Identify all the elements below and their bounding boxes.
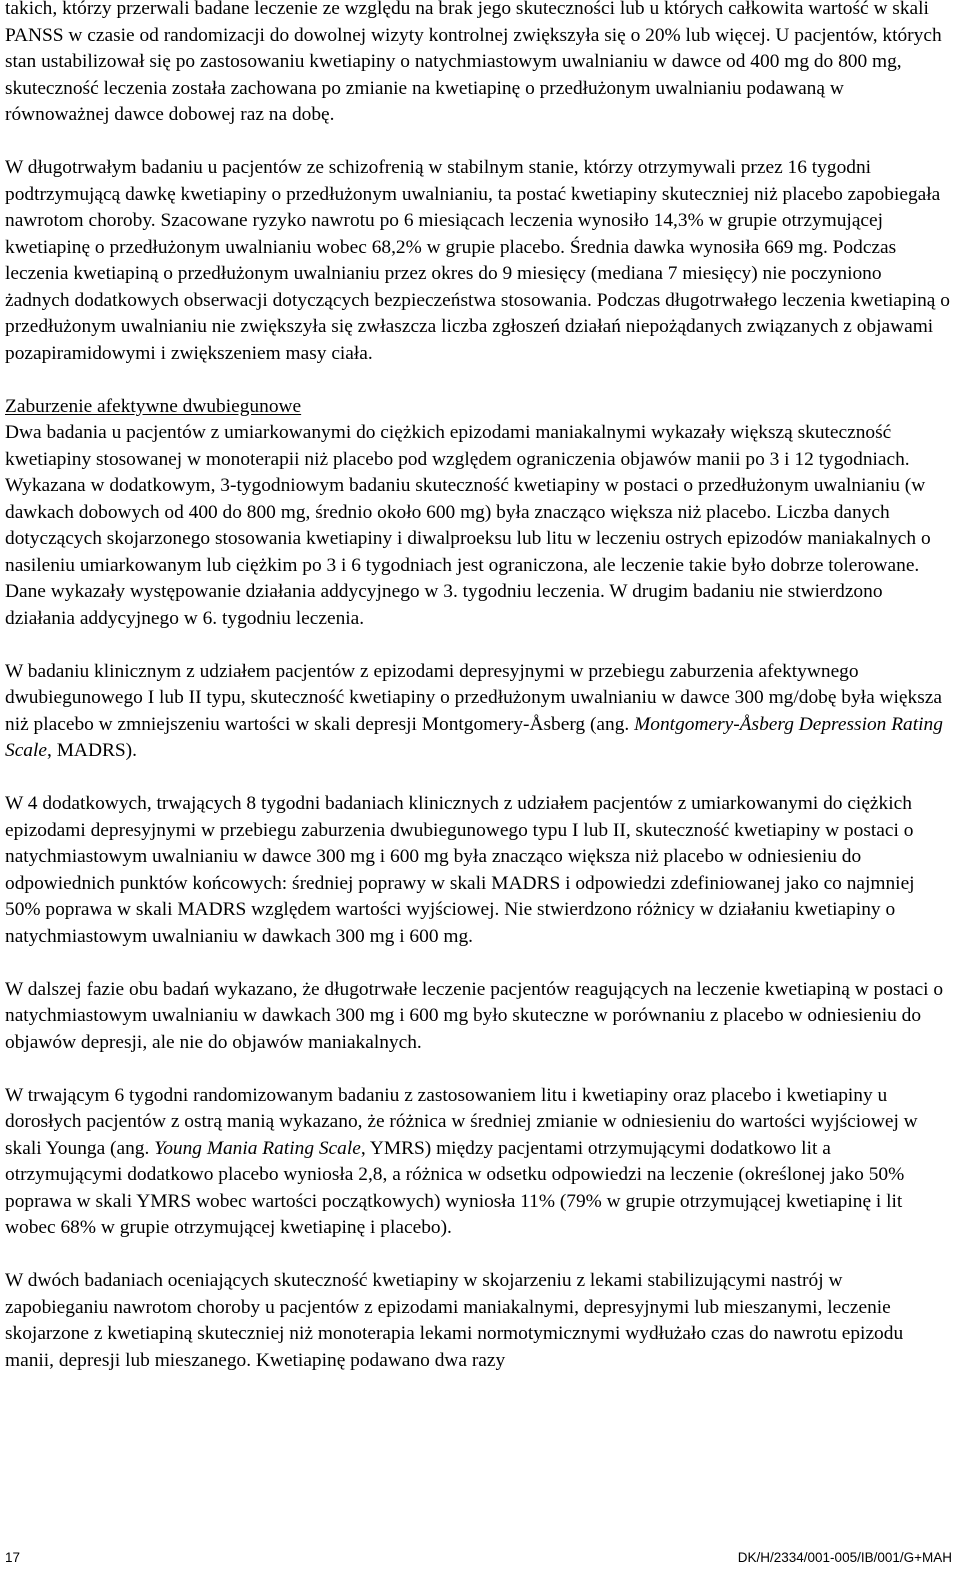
document-reference: DK/H/2334/001-005/IB/001/G+MAH <box>737 1550 952 1565</box>
ymrs-full-name: Young Mania Rating Scale <box>154 1137 361 1159</box>
paragraph-mood-stabilizer-combination: W dwóch badaniach oceniających skuteczność kwetiapiny w skojarzeniu z lekami stabilizującymi nastrój w zapobieganiu nawrotom choroby u pacjentów z epizodami maniakalnymi, depresyjnymi lub mieszanymi, leczenie skojarzone z kwetiapiną skuteczniej niż monoterapia lekami normotymicznymi wydłużało czas do nawrotu epizodu manii, depresji lub mieszanego. Kwetiapinę podawano dwa razy <box>5 1270 904 1371</box>
paragraph-text: , MADRS). <box>47 740 137 761</box>
document-body <box>5 0 950 1374</box>
paragraph-depressive-episodes-madrs <box>5 659 950 765</box>
section-heading-bipolar: Zaburzenie afektywne dwubiegunowe <box>5 395 302 417</box>
paragraph-long-term-schizophrenia-study: W długotrwałym badaniu u pacjentów ze schizofrenią w stabilnym stanie, którzy otrzymywali przez 16 tygodni podtrzymującą dawkę kwetiapiny o przedłużonym uwalnianiu, ta postać kwetiapiny skuteczniej niż placebo zapobiegała nawrotom choroby. Szacowane ryzyko nawrotu po 6 miesiącach leczenia wynosiło 14,3% w grupie otrzymującej kwetiapinę o przedłużonym uwalnianiu wobec 68,2% w grupie placebo. Średnia dawka wynosiła 669 mg. Podczas leczenia kwetiapiną o przedłużonym uwalnianiu przez okres do 9 miesięcy (mediana 7 miesięcy) nie poczyniono żadnych dodatkowych obserwacji dotyczących bezpieczeństwa stosowania. Podczas długotrwałego leczenia kwetiapiną o przedłużonym uwalnianiu nie zwiększyła się zwłaszcza liczba zgłoszeń działań niepożądanych związanych z objawami pozapiramidowymi i zwiększeniem masy ciała. <box>5 157 950 364</box>
section-bipolar <box>5 394 950 633</box>
paragraph-text: W trwającym 6 tygodni randomizowanym badaniu z zastosowaniem litu i kwetiapiny oraz placebo i kwetiapiny u dorosłych pacjentów z ostrą manią wykazano, że różnica w średniej zmianie w odniesieniu do wartości wyjściowej w skali Younga (ang. <box>5 1084 918 1159</box>
paragraph-lithium-ymrs-study <box>5 1083 950 1242</box>
paragraph-mania-studies: Dwa badania u pacjentów z umiarkowanymi do ciężkich epizodami maniakalnymi wykazały większą skuteczność kwetiapiny stosowanej w monoterapii niż placebo pod względem ograniczenia objawów manii po 3 i 12 tygodniach. Wykazana w dodatkowym, 3-tygodniowym badaniu skuteczność kwetiapiny w postaci o przedłużonym uwalnianiu (w dawkach dobowych od 400 do 800 mg, średnio około 600 mg) była znacząco większa niż placebo. Liczba danych dotyczących skojarzonego stosowania kwetiapiny i diwalproeksu lub litu w leczeniu ostrych epizodów maniakalnych o nasileniu umiarkowanym lub ciężkim po 3 i 6 tygodniach jest ograniczona, ale leczenie takie było dobrze tolerowane. Dane wykazały występowanie działania addycyjnego w 3. tygodniu leczenia. W drugim badaniu nie stwierdzono działania addycyjnego w 6. tygodniu leczenia. <box>5 422 931 629</box>
madrs-full-name: Montgomery-Åsberg Depression Rating Scale <box>5 713 943 761</box>
paragraph-long-term-continuation: W dalszej fazie obu badań wykazano, że długotrwałe leczenie pacjentów reagujących na leczenie kwetiapiną w postaci o natychmiastowym uwalnianiu w dawkach 300 mg i 600 mg było skuteczne w porównaniu z placebo w odniesieniu do objawów depresji, ale nie do objawów maniakalnych. <box>5 978 944 1053</box>
paragraph-text: , YMRS) między pacjentami otrzymującymi dodatkowo lit a otrzymującymi dodatkowo placebo wyniosła 2,8, a różnica w odsetku odpowiedzi na leczenie (określonej jako 50% poprawa w skali YMRS wobec wartości początkowych) wyniosła 11% (79% w grupie otrzymującej kwetiapinę i lit wobec 68% w grupie otrzymującej kwetiapinę i placebo). <box>5 1137 905 1238</box>
paragraph-additional-8-week-studies: W 4 dodatkowych, trwających 8 tygodni badaniach klinicznych z udziałem pacjentów z umiarkowanymi do ciężkich epizodami depresyjnymi w przebiegu zaburzenia dwubiegunowego typu I lub II, skuteczność kwetiapiny w postaci o natychmiastowym uwalnianiu w dawce 300 mg i 600 mg była znacząco większa niż placebo w odniesieniu do odpowiednich punktów końcowych: średniej poprawy w skali MADRS i odpowiedzi zdefiniowanej jako co najmniej 50% poprawa w skali MADRS względem wartości wyjściowej. Nie stwierdzono różnicy w działaniu kwetiapiny o natychmiastowym uwalnianiu w dawkach 300 mg i 600 mg. <box>5 793 915 947</box>
paragraph-text: W badaniu klinicznym z udziałem pacjentów z epizodami depresyjnymi w przebiegu zaburzenia afektywnego dwubiegunowego I lub II typu, skuteczność kwetiapiny o przedłużonym uwalnianiu w dawce 300 mg/dobę była większa niż placebo w zmniejszeniu wartości w skali depresji Montgomery-Åsberg (ang. <box>5 660 942 735</box>
page-number: 17 <box>5 1550 21 1565</box>
paragraph-schizophrenia-relapse-criteria: takich, którzy przerwali badane leczenie ze względu na brak jego skuteczności lub u których całkowita wartość w skali PANSS w czasie od randomizacji do dowolnej wizyty kontrolnej zwiększyła się o 20% lub więcej. U pacjentów, których stan ustabilizował się po zastosowaniu kwetiapiny o natychmiastowym uwalnianiu w dawce od 400 mg do 800 mg, skuteczność leczenia została zachowana po zmianie na kwetiapinę o przedłużonym uwalnianiu podawaną w równoważnej dawce dobowej raz na dobę. <box>5 0 942 125</box>
